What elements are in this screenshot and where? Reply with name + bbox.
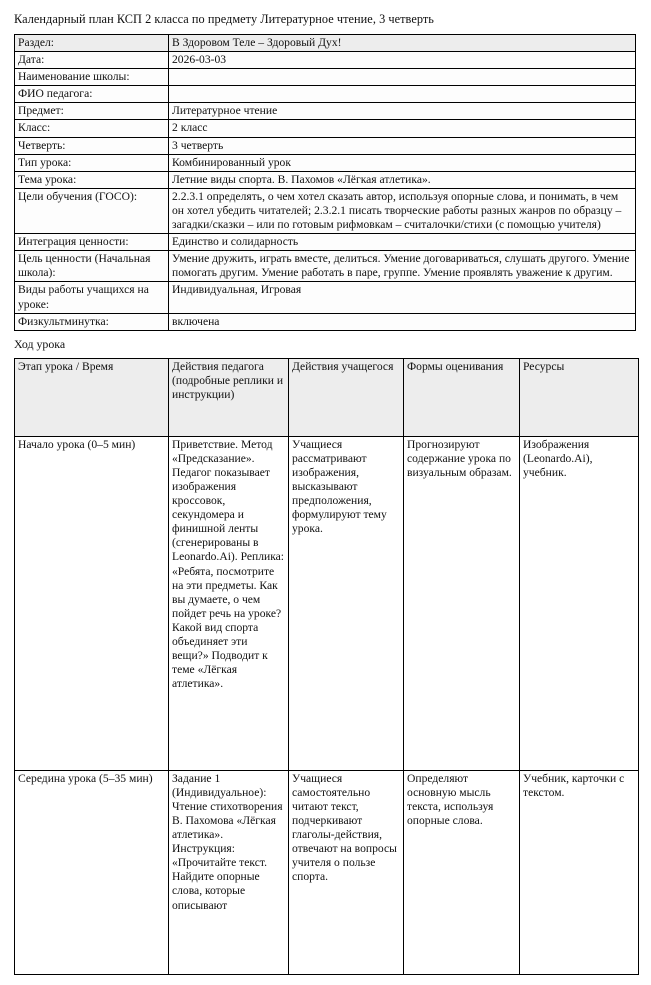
info-label: Цели обучения (ГОСО): bbox=[15, 188, 169, 233]
info-value: Умение дружить, играть вместе, делиться. Умение договариваться, слушать другого. Умение помогать другим. Умение работать в паре, группе. Умение проявлять уважение к другим. bbox=[169, 251, 636, 282]
table-row bbox=[15, 35, 636, 52]
table-row bbox=[15, 188, 636, 233]
table-row bbox=[15, 313, 636, 330]
info-label: ФИО педагога: bbox=[15, 86, 169, 103]
table-row bbox=[15, 171, 636, 188]
lesson-info-table bbox=[14, 34, 636, 331]
info-value: В Здоровом Теле – Здоровый Дух! bbox=[169, 35, 636, 52]
table-row bbox=[15, 154, 636, 171]
info-label: Четверть: bbox=[15, 137, 169, 154]
cell-stage: Середина урока (5–35 мин) bbox=[15, 770, 169, 974]
info-label: Виды работы учащихся на уроке: bbox=[15, 282, 169, 313]
info-value: 2 класс bbox=[169, 120, 636, 137]
cell-resources: Учебник, карточки с текстом. bbox=[520, 770, 639, 974]
info-value: 3 четверть bbox=[169, 137, 636, 154]
table-row bbox=[15, 137, 636, 154]
cell-student-actions: Учащиеся самостоятельно читают текст, подчеркивают глаголы-действия, отвечают на вопросы учителя о пользе спорта. bbox=[289, 770, 404, 974]
table-row bbox=[15, 234, 636, 251]
info-label: Класс: bbox=[15, 120, 169, 137]
table-row bbox=[15, 120, 636, 137]
cell-assessment: Прогнозируют содержание урока по визуальным образам. bbox=[404, 436, 520, 770]
info-value: Летние виды спорта. В. Пахомов «Лёгкая атлетика». bbox=[169, 171, 636, 188]
info-value: Единство и солидарность bbox=[169, 234, 636, 251]
table-row bbox=[15, 436, 639, 770]
info-value: Комбинированный урок bbox=[169, 154, 636, 171]
table-row bbox=[15, 282, 636, 313]
info-value: включена bbox=[169, 313, 636, 330]
info-value: 2.2.3.1 определять, о чем хотел сказать автор, используя опорные слова, и понимать, в чем он хотел убедить читателей; 2.3.2.1 писать творческие работы разных жанров по образцу – загадки/сказки – или по готовым рифмовкам – считалочки/стихи (с помощью учителя) bbox=[169, 188, 636, 233]
cell-teacher-actions: Приветствие. Метод «Предсказание». Педагог показывает изображения кроссовок, секундомера и финишной ленты (сгенерированы в Leonardo.Ai). Реплика: «Ребята, посмотрите на эти предметы. Как вы думаете, о чем пойдет речь на уроке? Какой вид спорта объединяет эти вещи?» Подводит к теме «Лёгкая атлетика». bbox=[169, 436, 289, 770]
lesson-flow-header bbox=[15, 358, 639, 436]
info-label: Дата: bbox=[15, 52, 169, 69]
info-value: Индивидуальная, Игровая bbox=[169, 282, 636, 313]
column-header-stage: Этап урока / Время bbox=[15, 358, 169, 436]
cell-resources: Изображения (Leonardo.Ai), учебник. bbox=[520, 436, 639, 770]
column-header-student-actions: Действия учащегося bbox=[289, 358, 404, 436]
lesson-flow-caption: Ход урока bbox=[14, 336, 66, 351]
table-header-row bbox=[15, 358, 639, 436]
lesson-info-body bbox=[15, 35, 636, 331]
cell-assessment: Определяют основную мысль текста, используя опорные слова. bbox=[404, 770, 520, 974]
info-value bbox=[169, 86, 636, 103]
info-label: Раздел: bbox=[15, 35, 169, 52]
info-label: Тип урока: bbox=[15, 154, 169, 171]
info-label: Цель ценности (Начальная школа): bbox=[15, 251, 169, 282]
cell-teacher-actions: Задание 1 (Индивидуальное): Чтение стихотворения В. Пахомова «Лёгкая атлетика». Инструкция: «Прочитайте текст. Найдите опорные слова, которые описывают bbox=[169, 770, 289, 974]
column-header-assessment: Формы оценивания bbox=[404, 358, 520, 436]
column-header-teacher-actions: Действия педагога (подробные реплики и инструкции) bbox=[169, 358, 289, 436]
page-title: Календарный план КСП 2 класса по предмету Литературное чтение, 3 четверть bbox=[14, 12, 434, 26]
info-value: 2026-03-03 bbox=[169, 52, 636, 69]
table-row bbox=[15, 69, 636, 86]
lesson-flow-table bbox=[14, 358, 639, 975]
cell-student-actions: Учащиеся рассматривают изображения, высказывают предположения, формулируют тему урока. bbox=[289, 436, 404, 770]
info-value bbox=[169, 69, 636, 86]
info-label: Физкультминутка: bbox=[15, 313, 169, 330]
info-label: Наименование школы: bbox=[15, 69, 169, 86]
table-row bbox=[15, 770, 639, 974]
cell-stage: Начало урока (0–5 мин) bbox=[15, 436, 169, 770]
info-value: Литературное чтение bbox=[169, 103, 636, 120]
table-row bbox=[15, 52, 636, 69]
info-label: Предмет: bbox=[15, 103, 169, 120]
info-label: Тема урока: bbox=[15, 171, 169, 188]
table-row bbox=[15, 103, 636, 120]
lesson-flow-body bbox=[15, 436, 639, 974]
table-row bbox=[15, 251, 636, 282]
column-header-resources: Ресурсы bbox=[520, 358, 639, 436]
info-label: Интеграция ценности: bbox=[15, 234, 169, 251]
table-row bbox=[15, 86, 636, 103]
